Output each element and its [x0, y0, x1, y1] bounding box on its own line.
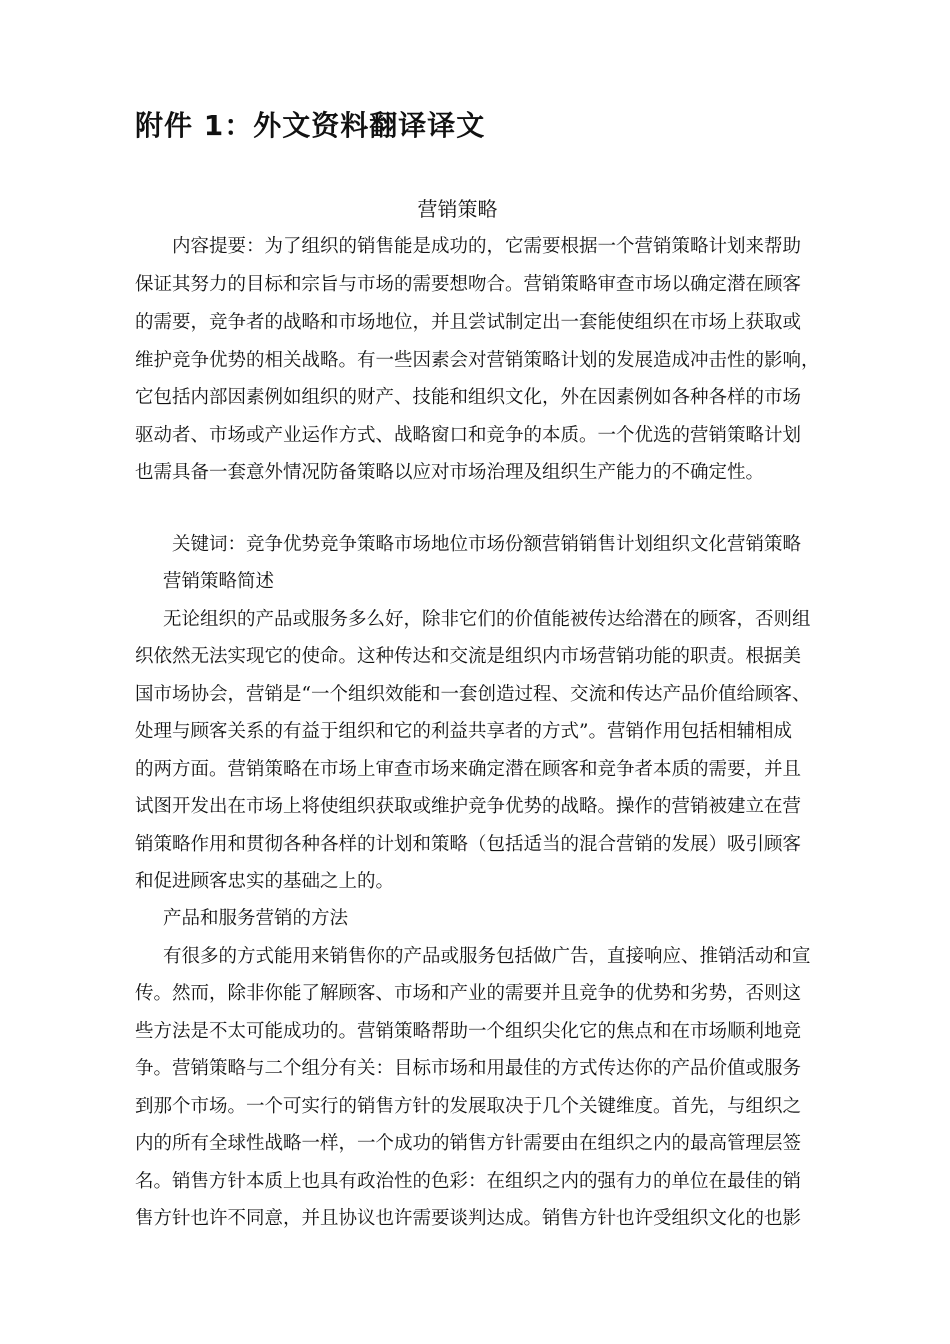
keywords-line: 关键词：竞争优势竞争策略市场地位市场份额营销销售计划组织文化营销策略 [172, 534, 802, 555]
methods-line: 些方法是不太可能成功的。营销策略帮助一个组织尖化它的焦点和在市场顺利地竞 [135, 1021, 802, 1042]
section-heading-overview: 营销策略简述 [163, 571, 275, 592]
abstract-line: 驱动者、市场或产业运作方式、战略窗口和竞争的本质。一个优选的营销策略计划 [135, 425, 802, 446]
abstract-line: 也需具备一套意外情况防备策略以应对市场治理及组织生产能力的不确定性。 [135, 462, 765, 483]
methods-line: 到那个市场。一个可实行的销售方针的发展取决于几个关键维度。首先，与组织之 [135, 1096, 802, 1117]
section-heading-methods: 产品和服务营销的方法 [163, 908, 349, 929]
overview-line: 试图开发出在市场上将使组织获取或维护竞争优势的战略。操作的营销被建立在营 [135, 796, 802, 817]
abstract-line: 保证其努力的目标和宗旨与市场的需要想吻合。营销策略审查市场以确定潜在顾客 [135, 274, 802, 295]
methods-line: 有很多的方式能用来销售你的产品或服务包括做广告，直接响应、推销活动和宣 [163, 946, 811, 967]
abstract-line: 维护竞争优势的相关战略。有一些因素会对营销策略计划的发展造成冲击性的影响， [135, 350, 820, 371]
methods-line: 名。销售方针本质上也具有政治性的色彩：在组织之内的强有力的单位在最佳的销 [135, 1171, 802, 1192]
abstract-line: 的需要，竞争者的战略和市场地位，并且尝试制定出一套能使组织在市场上获取或 [135, 312, 802, 333]
attachment-heading: 附件 1：外文资料翻译译文 [135, 109, 486, 142]
overview-line: 销策略作用和贯彻各种各样的计划和策略（包括适当的混合营销的发展）吸引顾客 [135, 834, 802, 855]
document-title: 营销策略 [417, 197, 498, 221]
overview-line: 处理与顾客关系的有益于组织和它的利益共享者的方式”。营销作用包括相辅相成 [135, 721, 792, 742]
methods-line: 售方针也许不同意，并且协议也许需要谈判达成。销售方针也许受组织文化的也影 [135, 1208, 802, 1229]
abstract-line: 内容提要：为了组织的销售能是成功的，它需要根据一个营销策略计划来帮助 [172, 236, 802, 257]
overview-line: 织依然无法实现它的使命。这种传达和交流是组织内市场营销功能的职责。根据美 [135, 646, 802, 667]
abstract-line: 它包括内部因素例如组织的财产、技能和组织文化，外在因素例如各种各样的市场 [135, 387, 802, 408]
overview-line: 和促进顾客忠实的基础之上的。 [135, 871, 395, 892]
methods-line: 传。然而，除非你能了解顾客、市场和产业的需要并且竞争的优势和劣势，否则这 [135, 983, 802, 1004]
methods-line: 争。营销策略与二个组分有关：目标市场和用最佳的方式传达你的产品价值或服务 [135, 1058, 802, 1079]
methods-line: 内的所有全球性战略一样，一个成功的销售方针需要由在组织之内的最高管理层签 [135, 1133, 802, 1154]
overview-line: 无论组织的产品或服务多么好，除非它们的价值能被传达给潜在的顾客，否则组 [163, 609, 811, 630]
overview-line: 国市场协会，营销是“一个组织效能和一套创造过程、交流和传达产品价值给顾客、 [135, 684, 811, 705]
overview-line: 的两方面。营销策略在市场上审查市场来确定潜在顾客和竞争者本质的需要，并且 [135, 759, 802, 780]
